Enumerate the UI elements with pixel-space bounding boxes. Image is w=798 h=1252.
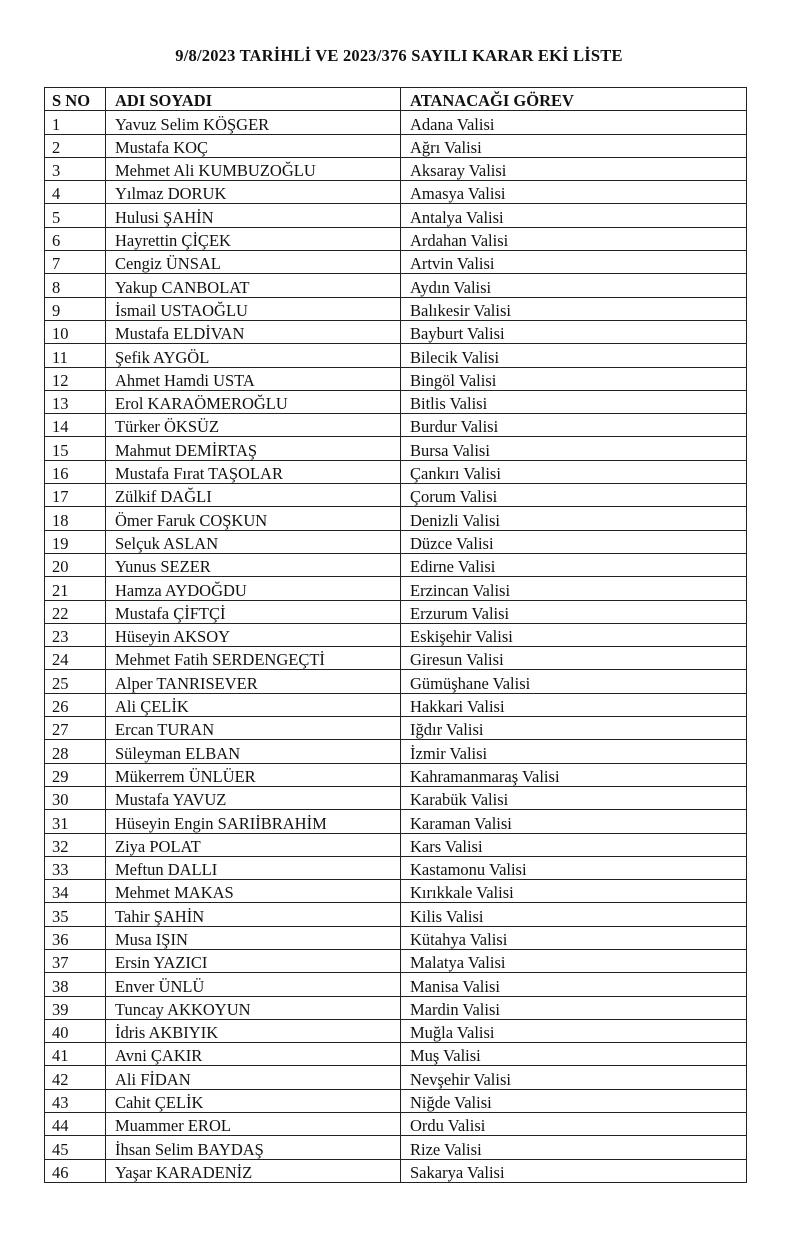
assigned-position-cell: Bayburt Valisi [401,320,747,343]
serial-number-cell: 37 [45,949,106,972]
assigned-position-cell: Erzincan Valisi [401,577,747,600]
full-name-cell: Musa IŞIN [106,926,401,949]
assigned-position-cell: Muş Valisi [401,1043,747,1066]
assigned-position-cell: Kütahya Valisi [401,926,747,949]
assigned-position-cell: Bingöl Valisi [401,367,747,390]
table-row [45,670,747,693]
table-row [45,880,747,903]
table-row [45,949,747,972]
assigned-position-cell: Bitlis Valisi [401,390,747,413]
full-name-cell: Mustafa KOÇ [106,134,401,157]
assigned-position-cell: Muğla Valisi [401,1019,747,1042]
serial-number-cell: 17 [45,484,106,507]
full-name-cell: Yaşar KARADENİZ [106,1159,401,1182]
full-name-cell: Mahmut DEMİRTAŞ [106,437,401,460]
assigned-position-cell: Amasya Valisi [401,181,747,204]
assigned-position-cell: Rize Valisi [401,1136,747,1159]
table-row [45,833,747,856]
serial-number-cell: 12 [45,367,106,390]
full-name-cell: Tahir ŞAHİN [106,903,401,926]
table-row [45,996,747,1019]
header-serial-number: S NO [45,88,106,111]
full-name-cell: Avni ÇAKIR [106,1043,401,1066]
serial-number-cell: 24 [45,647,106,670]
serial-number-cell: 10 [45,320,106,343]
assigned-position-cell: Ardahan Valisi [401,227,747,250]
table-row [45,414,747,437]
table-row [45,856,747,879]
full-name-cell: Meftun DALLI [106,856,401,879]
serial-number-cell: 14 [45,414,106,437]
serial-number-cell: 46 [45,1159,106,1182]
assigned-position-cell: Adana Valisi [401,111,747,134]
assigned-position-cell: Giresun Valisi [401,647,747,670]
assigned-position-cell: Bilecik Valisi [401,344,747,367]
assigned-position-cell: Burdur Valisi [401,414,747,437]
table-row [45,600,747,623]
table-row [45,227,747,250]
serial-number-cell: 34 [45,880,106,903]
table-row [45,1019,747,1042]
table-row [45,437,747,460]
assigned-position-cell: Karabük Valisi [401,786,747,809]
table-row [45,367,747,390]
serial-number-cell: 35 [45,903,106,926]
serial-number-cell: 26 [45,693,106,716]
full-name-cell: Yavuz Selim KÖŞGER [106,111,401,134]
serial-number-cell: 18 [45,507,106,530]
table-row [45,530,747,553]
table-row [45,647,747,670]
table-row [45,111,747,134]
assigned-position-cell: Çorum Valisi [401,484,747,507]
serial-number-cell: 41 [45,1043,106,1066]
table-row [45,717,747,740]
serial-number-cell: 45 [45,1136,106,1159]
serial-number-cell: 11 [45,344,106,367]
full-name-cell: Ali ÇELİK [106,693,401,716]
table-row [45,1136,747,1159]
table-row [45,1089,747,1112]
full-name-cell: Selçuk ASLAN [106,530,401,553]
full-name-cell: Hulusi ŞAHİN [106,204,401,227]
serial-number-cell: 25 [45,670,106,693]
table-row [45,460,747,483]
full-name-cell: İhsan Selim BAYDAŞ [106,1136,401,1159]
serial-number-cell: 43 [45,1089,106,1112]
table-body [45,111,747,1183]
table-row [45,1113,747,1136]
header-assigned-position: ATANACAĞI GÖREV [401,88,747,111]
serial-number-cell: 16 [45,460,106,483]
serial-number-cell: 30 [45,786,106,809]
assigned-position-cell: Denizli Valisi [401,507,747,530]
full-name-cell: Ersin YAZICI [106,949,401,972]
full-name-cell: Ziya POLAT [106,833,401,856]
full-name-cell: Erol KARAÖMEROĞLU [106,390,401,413]
assigned-position-cell: Kastamonu Valisi [401,856,747,879]
serial-number-cell: 33 [45,856,106,879]
appointment-table [44,87,747,1183]
serial-number-cell: 7 [45,251,106,274]
full-name-cell: Muammer EROL [106,1113,401,1136]
assigned-position-cell: Kahramanmaraş Valisi [401,763,747,786]
table-header-row [45,88,747,111]
full-name-cell: Hüseyin AKSOY [106,623,401,646]
assigned-position-cell: Kırıkkale Valisi [401,880,747,903]
serial-number-cell: 29 [45,763,106,786]
serial-number-cell: 2 [45,134,106,157]
assigned-position-cell: Erzurum Valisi [401,600,747,623]
serial-number-cell: 27 [45,717,106,740]
full-name-cell: Cahit ÇELİK [106,1089,401,1112]
assigned-position-cell: Aksaray Valisi [401,157,747,180]
serial-number-cell: 20 [45,553,106,576]
full-name-cell: Süleyman ELBAN [106,740,401,763]
assigned-position-cell: Balıkesir Valisi [401,297,747,320]
assigned-position-cell: Kars Valisi [401,833,747,856]
full-name-cell: Mehmet Fatih SERDENGEÇTİ [106,647,401,670]
full-name-cell: Hayrettin ÇİÇEK [106,227,401,250]
table-row [45,740,747,763]
full-name-cell: Enver ÜNLÜ [106,973,401,996]
header-full-name: ADI SOYADI [106,88,401,111]
assigned-position-cell: İzmir Valisi [401,740,747,763]
full-name-cell: İdris AKBIYIK [106,1019,401,1042]
table-row [45,274,747,297]
full-name-cell: Mehmet Ali KUMBUZOĞLU [106,157,401,180]
table-row [45,623,747,646]
table-row [45,134,747,157]
full-name-cell: Mustafa ÇİFTÇİ [106,600,401,623]
full-name-cell: Yakup CANBOLAT [106,274,401,297]
serial-number-cell: 8 [45,274,106,297]
full-name-cell: Mehmet MAKAS [106,880,401,903]
serial-number-cell: 39 [45,996,106,1019]
full-name-cell: Alper TANRISEVER [106,670,401,693]
table-row [45,157,747,180]
table-row [45,926,747,949]
table-row [45,484,747,507]
full-name-cell: Ömer Faruk COŞKUN [106,507,401,530]
table-row [45,320,747,343]
serial-number-cell: 1 [45,111,106,134]
full-name-cell: Yılmaz DORUK [106,181,401,204]
serial-number-cell: 31 [45,810,106,833]
assigned-position-cell: Mardin Valisi [401,996,747,1019]
table-row [45,1159,747,1182]
serial-number-cell: 4 [45,181,106,204]
serial-number-cell: 6 [45,227,106,250]
full-name-cell: Mükerrem ÜNLÜER [106,763,401,786]
full-name-cell: Şefik AYGÖL [106,344,401,367]
assigned-position-cell: Niğde Valisi [401,1089,747,1112]
full-name-cell: Ali FİDAN [106,1066,401,1089]
assigned-position-cell: Karaman Valisi [401,810,747,833]
serial-number-cell: 38 [45,973,106,996]
assigned-position-cell: Düzce Valisi [401,530,747,553]
table-row [45,693,747,716]
assigned-position-cell: Malatya Valisi [401,949,747,972]
assigned-position-cell: Kilis Valisi [401,903,747,926]
serial-number-cell: 9 [45,297,106,320]
assigned-position-cell: Edirne Valisi [401,553,747,576]
assigned-position-cell: Aydın Valisi [401,274,747,297]
serial-number-cell: 28 [45,740,106,763]
table-row [45,973,747,996]
table-row [45,786,747,809]
full-name-cell: Yunus SEZER [106,553,401,576]
table-row [45,1043,747,1066]
assigned-position-cell: Manisa Valisi [401,973,747,996]
full-name-cell: Zülkif DAĞLI [106,484,401,507]
serial-number-cell: 3 [45,157,106,180]
assigned-position-cell: Gümüşhane Valisi [401,670,747,693]
table-row [45,810,747,833]
assigned-position-cell: Artvin Valisi [401,251,747,274]
table-row [45,251,747,274]
document-title: 9/8/2023 TARİHLİ VE 2023/376 SAYILI KARAR EKİ LİSTE [175,46,623,65]
full-name-cell: Mustafa YAVUZ [106,786,401,809]
assigned-position-cell: Sakarya Valisi [401,1159,747,1182]
full-name-cell: Mustafa Fırat TAŞOLAR [106,460,401,483]
full-name-cell: Tuncay AKKOYUN [106,996,401,1019]
serial-number-cell: 36 [45,926,106,949]
table-row [45,1066,747,1089]
serial-number-cell: 23 [45,623,106,646]
assigned-position-cell: Eskişehir Valisi [401,623,747,646]
serial-number-cell: 19 [45,530,106,553]
serial-number-cell: 42 [45,1066,106,1089]
table-row [45,903,747,926]
serial-number-cell: 32 [45,833,106,856]
table-row [45,577,747,600]
full-name-cell: Hüseyin Engin SARIİBRAHİM [106,810,401,833]
serial-number-cell: 5 [45,204,106,227]
serial-number-cell: 15 [45,437,106,460]
assigned-position-cell: Iğdır Valisi [401,717,747,740]
assigned-position-cell: Ordu Valisi [401,1113,747,1136]
full-name-cell: Mustafa ELDİVAN [106,320,401,343]
assigned-position-cell: Bursa Valisi [401,437,747,460]
table-row [45,507,747,530]
table-row [45,763,747,786]
serial-number-cell: 44 [45,1113,106,1136]
assigned-position-cell: Nevşehir Valisi [401,1066,747,1089]
full-name-cell: İsmail USTAOĞLU [106,297,401,320]
serial-number-cell: 40 [45,1019,106,1042]
assigned-position-cell: Hakkari Valisi [401,693,747,716]
full-name-cell: Hamza AYDOĞDU [106,577,401,600]
assigned-position-cell: Çankırı Valisi [401,460,747,483]
table-row [45,204,747,227]
table-row [45,344,747,367]
table-row [45,390,747,413]
table-row [45,297,747,320]
full-name-cell: Cengiz ÜNSAL [106,251,401,274]
full-name-cell: Ahmet Hamdi USTA [106,367,401,390]
assigned-position-cell: Antalya Valisi [401,204,747,227]
serial-number-cell: 22 [45,600,106,623]
serial-number-cell: 13 [45,390,106,413]
table-row [45,181,747,204]
full-name-cell: Ercan TURAN [106,717,401,740]
full-name-cell: Türker ÖKSÜZ [106,414,401,437]
table-row [45,553,747,576]
serial-number-cell: 21 [45,577,106,600]
assigned-position-cell: Ağrı Valisi [401,134,747,157]
